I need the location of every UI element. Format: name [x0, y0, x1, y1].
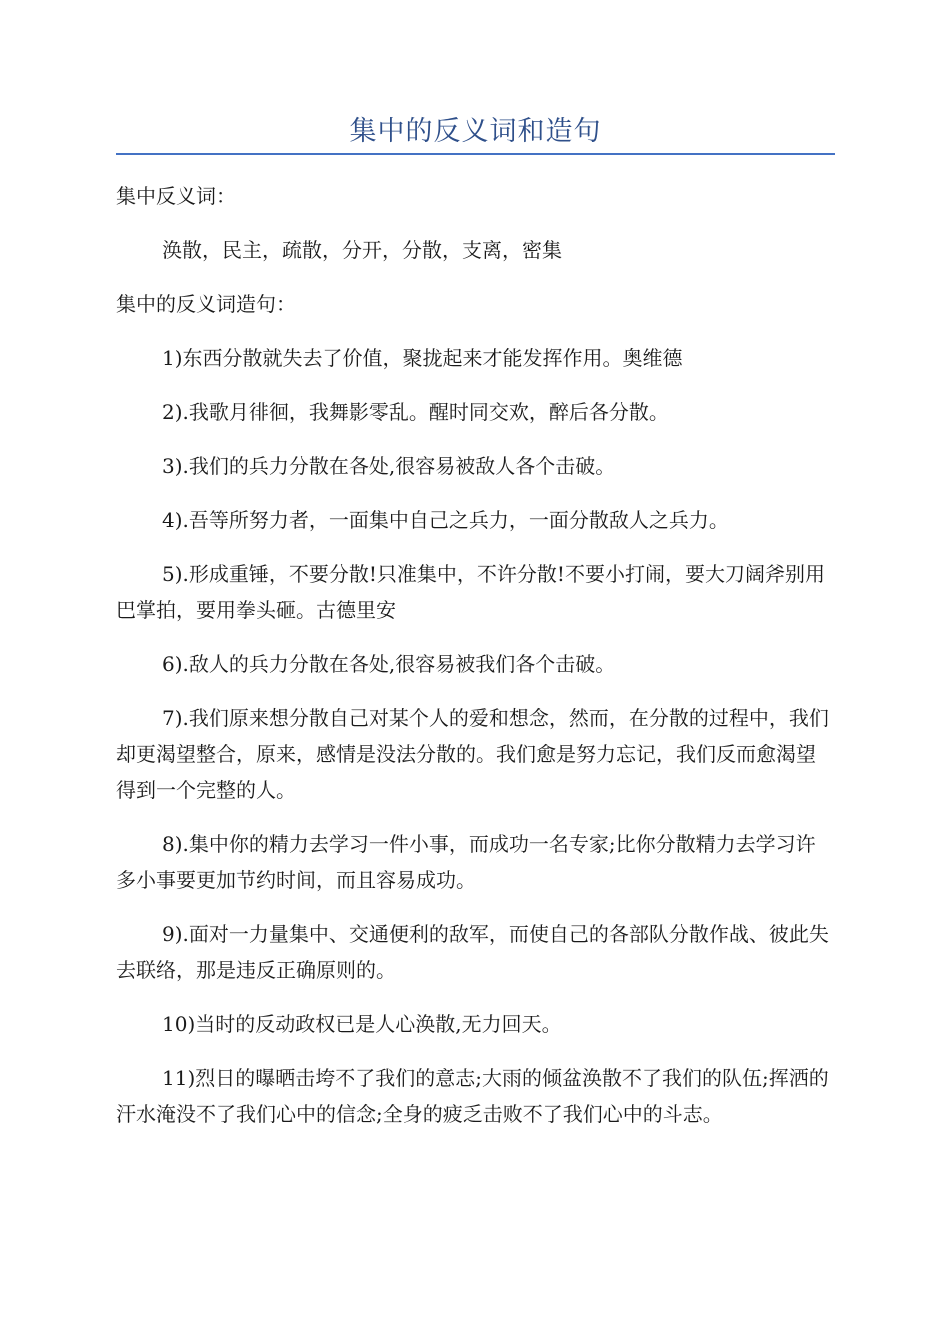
sentence-item: 10)当时的反动政权已是人心涣散,无力回天。: [162, 1012, 562, 1036]
sentences-heading: 集中的反义词造句：: [116, 292, 296, 316]
sentence-item: 9).面对一力量集中、交通便利的敌军，而使自己的各部队分散作战、彼此失去联络，那是违反正确原则的。: [116, 922, 829, 982]
sentence-item: 6).敌人的兵力分散在各处,很容易被我们各个击破。: [162, 652, 616, 676]
sentence-item: 11)烈日的曝晒击垮不了我们的意志;大雨的倾盆涣散不了我们的队伍;挥洒的汗水淹没不了我们心中的信念;全身的疲乏击败不了我们心中的斗志。: [116, 1066, 829, 1126]
sentence-item: 7).我们原来想分散自己对某个人的爱和想念，然而，在分散的过程中，我们却更渴望整合，原来，感情是没法分散的。我们愈是努力忘记，我们反而愈渴望得到一个完整的人。: [116, 706, 829, 802]
sentence-item: 2).我歌月徘徊，我舞影零乱。醒时同交欢，醉后各分散。: [162, 400, 669, 424]
sentence-item: 8).集中你的精力去学习一件小事，而成功一名专家;比你分散精力去学习许多小事要更加节约时间，而且容易成功。: [116, 832, 816, 892]
sentence-item: 1)东西分散就失去了价值，聚拢起来才能发挥作用。奥维德: [162, 346, 683, 370]
antonyms-heading: 集中反义词：: [116, 184, 236, 208]
document-title: 集中的反义词和造句: [349, 116, 602, 147]
title-underline: [116, 153, 835, 155]
document-body: [116, 178, 835, 1150]
sentence-item: 4).吾等所努力者，一面集中自己之兵力，一面分散敌人之兵力。: [162, 508, 729, 532]
antonyms-list: 涣散，民主，疏散，分开，分散，支离，密集: [162, 238, 562, 262]
sentence-item: 5).形成重锤，不要分散!只准集中，不许分散!不要小打闹，要大刀阔斧别用巴掌拍，要用拳头砸。古德里安: [116, 562, 825, 622]
sentence-item: 3).我们的兵力分散在各处,很容易被敌人各个击破。: [162, 454, 616, 478]
